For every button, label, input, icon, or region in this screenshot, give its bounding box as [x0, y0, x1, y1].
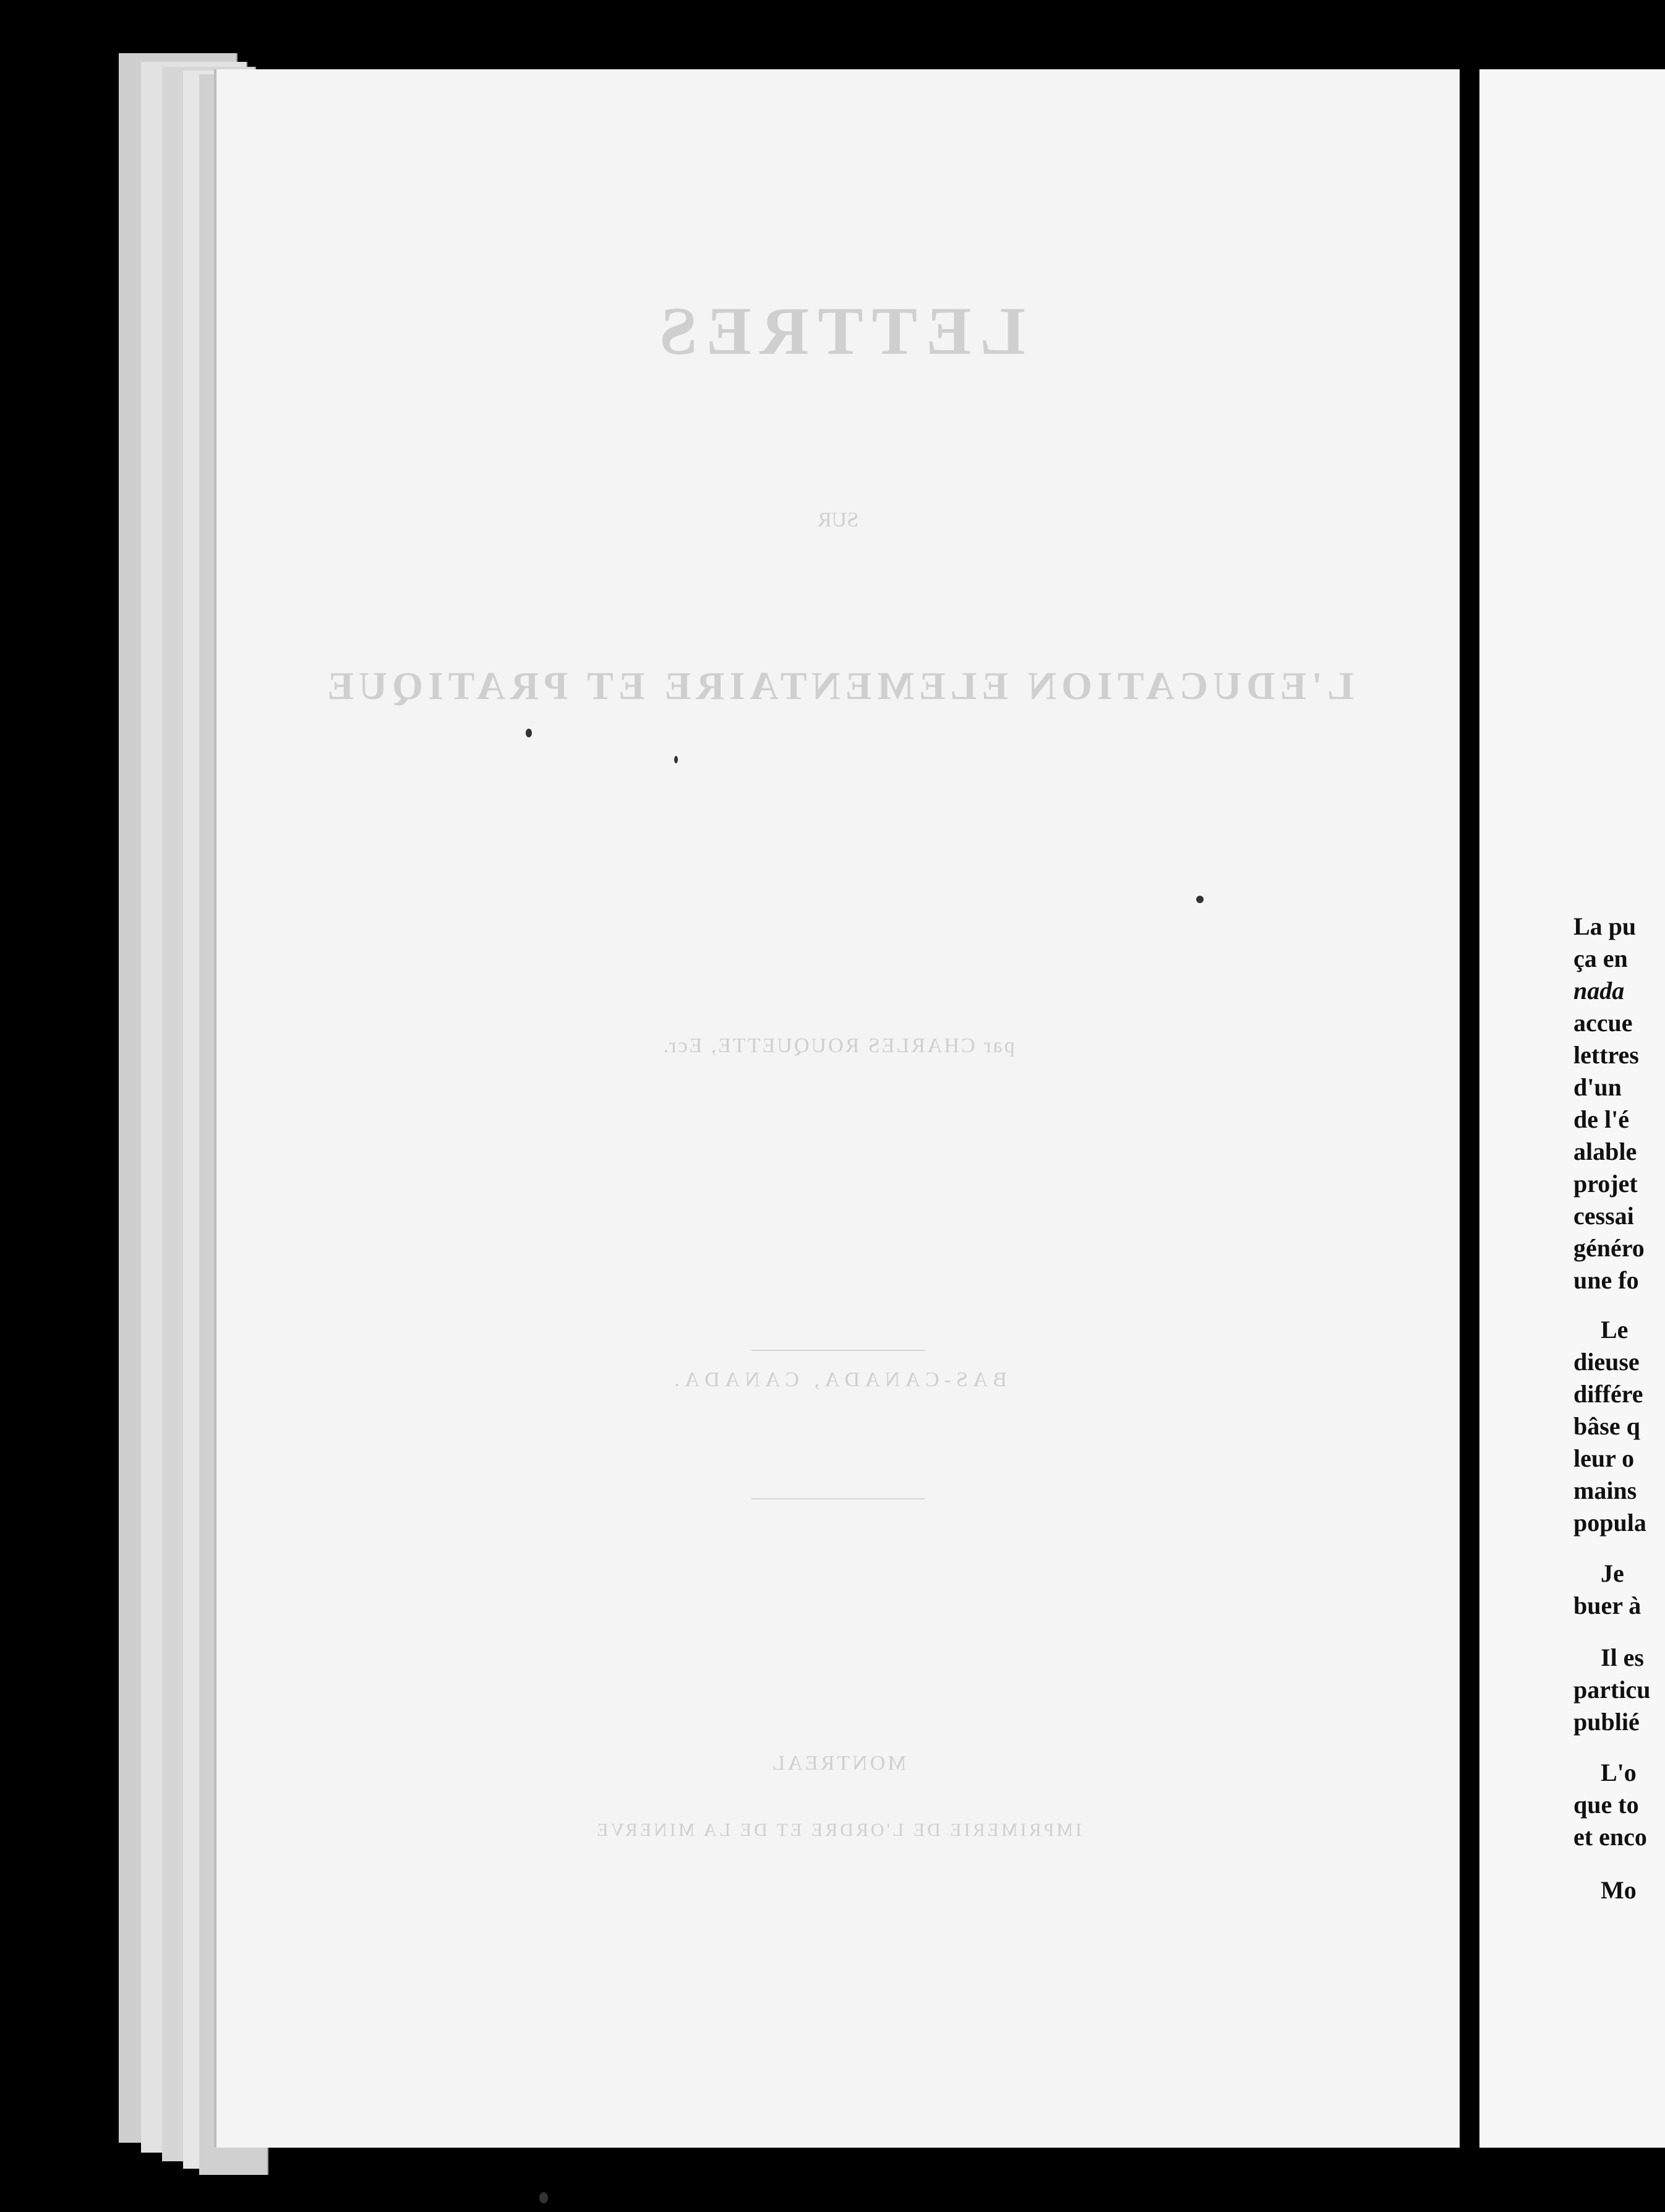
- text-line: Mo: [1601, 1876, 1637, 1904]
- text-line: popula: [1573, 1509, 1646, 1537]
- bleed-through-rule: [751, 1350, 925, 1351]
- text-line: L'o: [1601, 1759, 1637, 1786]
- text-line: particu: [1573, 1676, 1651, 1704]
- text-line: de l'é: [1573, 1105, 1629, 1133]
- text-line: leur o: [1573, 1444, 1635, 1472]
- text-line: nada: [1573, 977, 1625, 1005]
- bleed-through-subtitle: L'EDUCATION ELEMENTAIRE ET PRATIQUE: [322, 664, 1354, 708]
- text-line: projet: [1573, 1170, 1638, 1198]
- text-line: d'un: [1573, 1073, 1622, 1101]
- bleed-through-city: MONTREAL: [769, 1752, 907, 1775]
- speck: [526, 729, 532, 737]
- text-line: publié: [1573, 1708, 1640, 1736]
- text-line: ça en: [1573, 945, 1628, 972]
- text-line: La pu: [1573, 912, 1637, 940]
- text-line: accue: [1573, 1009, 1633, 1037]
- text-line: une fo: [1573, 1266, 1639, 1294]
- text-line: Le: [1601, 1316, 1629, 1344]
- bleed-through-publisher: IMPRIMERIE DE L'ORDRE ET DE LA MINERVE: [594, 1820, 1082, 1840]
- bleed-through-sur: SUR: [817, 508, 859, 531]
- text-line: bâse q: [1573, 1412, 1640, 1440]
- bleed-through-title: LETTRES: [651, 293, 1025, 369]
- text-line: Il es: [1601, 1644, 1644, 1671]
- bleed-through-byline: par CHARLES ROUQUETTE, Ecr.: [661, 1034, 1015, 1057]
- left-page: [216, 69, 1460, 2148]
- text-line: généro: [1573, 1234, 1645, 1262]
- text-line: que to: [1573, 1791, 1639, 1819]
- bleed-through-rule: [751, 1498, 925, 1499]
- text-line: et enco: [1573, 1823, 1647, 1851]
- text-line: mains: [1573, 1477, 1637, 1504]
- text-line: lettres: [1573, 1041, 1639, 1069]
- text-line: cessai: [1573, 1202, 1634, 1230]
- speck: [674, 756, 678, 763]
- text-line: buer à: [1573, 1592, 1641, 1619]
- text-line: alable: [1573, 1138, 1637, 1165]
- text-line: Je: [1601, 1559, 1624, 1587]
- speck: [539, 2192, 548, 2203]
- text-line: dieuse: [1573, 1348, 1640, 1376]
- bleed-through-place: BAS-CANADA, CANADA.: [669, 1368, 1007, 1391]
- speck: [1196, 896, 1204, 903]
- text-line: différe: [1573, 1380, 1643, 1408]
